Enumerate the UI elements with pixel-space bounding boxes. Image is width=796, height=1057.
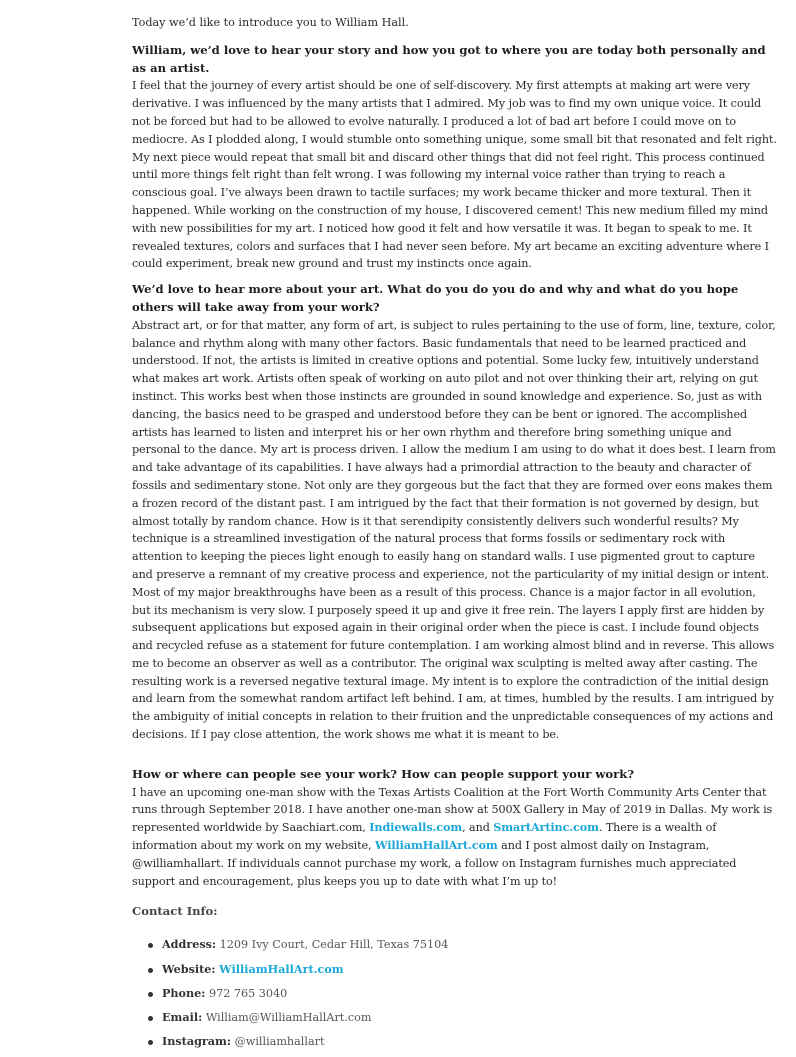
- smartartinc-link[interactable]: SmartArtinc.com: [493, 820, 599, 835]
- address-label: Address:: [162, 937, 217, 952]
- address-value: 1209 Ivy Court, Cedar Hill, Texas 75104: [219, 938, 449, 952]
- phone-label: Phone:: [162, 985, 206, 1000]
- qa-block-support: [132, 766, 777, 891]
- question-story: William, we’d love to hear your story and how you got to where you are today both personally and as an artist.: [132, 42, 766, 75]
- support-text-3: . There is a wealth of information about my work on my website,: [132, 821, 717, 853]
- answer-art: Abstract art, or for that matter, any form of art, is subject to rules pertaining to the use of form, line, texture, color, balance and rhythm along with many other factors. Basic fundamentals that need to be learned practiced and understood. If not, the artists is limited in creative options and potential. Some lucky few, intuitively understand what makes art work. Artists often speak of working on auto pilot and not over thinking their art, relying on gut instinct. This works best when those instincts are grounded in sound knowledge and experience. So, just as with dancing, the basics need to be grasped and understood before they can be bent or ignored. The accomplished artists has learned to listen and interpret his or her own rhythm and therefore bring something unique and personal to the dance. My art is process driven. I allow the medium I am using to do what it does best. I learn from and take advantage of its capabilities. I have always had a primordial attraction to the beauty and character of fossils and sedimentary stone. Not only are they gorgeous but the fact that they are formed over eons makes them a frozen record of the distant past. I am intrigued by the fact that their formation is not governed by design, but almost totally by random chance. How is it that serendipity consistently delivers such wonderful results? My technique is a streamlined investigation of the natural process that forms fossils or sedimentary rock with attention to keeping the pieces light enough to easily hang on standard walls. I use pigmented grout to capture and preserve a remnant of my creative process and experience, not the particularity of my initial design or intent. Most of my major breakthroughs have been as a result of this process. Chance is a major factor in all evolution, but its mechanism is very slow. I purposely speed it up and give it free rein. The layers I apply first are hidden by subsequent applications but exposed again in their original order when the piece is cast. I include found objects and recycled refuse as a statement for future contemplation. I am working almost blind and in reverse. This allows me to become an observer as well as a contributor. The original wax sculpting is melted away after casting. The resulting work is a reversed negative textural image. My intent is to explore the contradiction of the initial design and learn from the somewhat random artifact left behind. I am, at times, humbled by the results. I am intrigued by the ambiguity of initial concepts in relation to their fruition and the unpredictable consequences of my actions and decisions. If I pay close attention, the work shows me what it is meant to be.: [132, 318, 776, 742]
- contact-address: [162, 936, 777, 954]
- email-value: William@WilliamHallArt.com: [205, 1011, 372, 1025]
- contact-email: [162, 1009, 777, 1027]
- spacer: [132, 752, 777, 766]
- question-art: We’d love to hear more about your art. What do you do you do and why and what do you hope others will take away from your work?: [132, 282, 739, 314]
- answer-support: [132, 784, 777, 891]
- contact-heading: Contact Info:: [132, 904, 218, 919]
- email-label: Email:: [162, 1010, 203, 1025]
- support-text-1: I have an upcoming one-man show with the Texas Artists Coalition at the Fort Worth Community Arts Center that runs through September 2018. I have another one-man show at 500X Gallery in May of 2019 in Dallas. My work is represented worldwide by Saachiart.com,: [132, 785, 773, 835]
- qa-block-art: [132, 281, 777, 744]
- instagram-label: Instagram:: [162, 1034, 232, 1049]
- website-label: Website:: [162, 961, 216, 976]
- qa-block-story: [132, 42, 777, 273]
- contact-instagram: [162, 1033, 777, 1051]
- contact-list: [132, 936, 777, 1051]
- article: [132, 14, 777, 1057]
- instagram-value: @williamhallart: [234, 1035, 325, 1049]
- website-link[interactable]: WilliamHallArt.com: [219, 961, 344, 976]
- intro-text: Today we’d like to introduce you to William Hall.: [132, 16, 409, 29]
- support-text-4: and I post almost daily on Instagram, @williamhallart. If individuals cannot purchase my work, a follow on Instagram furnishes much appreciated support and encouragement, plus keeps you up to date with what I’m up to!: [132, 839, 737, 888]
- phone-value: 972 765 3040: [208, 986, 288, 1000]
- indiewalls-link[interactable]: Indiewalls.com: [369, 820, 463, 835]
- support-text-2: , and: [462, 821, 494, 835]
- website-link-inline[interactable]: WilliamHallArt.com: [374, 838, 498, 853]
- question-support: How or where can people see your work? How can people support your work?: [132, 766, 635, 781]
- answer-story: I feel that the journey of every artist should be one of self-discovery. My first attempts at making art were very derivative. I was influenced by the many artists that I admired. My job was to find my own unique voice. It could not be forced but had to be allowed to evolve naturally. I produced a lot of bad art before I could move on to mediocre. As I plodded along, I would stumble onto something unique, some small bit that resonated and felt right. My next piece would repeat that small bit and discard other things that did not feel right. This process continued until more things felt right than felt wrong. I was following my internal voice rather than trying to reach a conscious goal. I’ve always been drawn to tactile surfaces; my work became thicker and more textural. Then it happened. While working on the construction of my house, I discovered cement! This new medium filled my mind with new possibilities for my art. I noticed how good it felt and how versatile it was. It began to speak to me. It revealed textures, colors and surfaces that I had never seen before. My art became an exciting adventure where I could experiment, break new ground and trust my instincts once again.: [132, 79, 777, 271]
- contact-website: [162, 961, 777, 979]
